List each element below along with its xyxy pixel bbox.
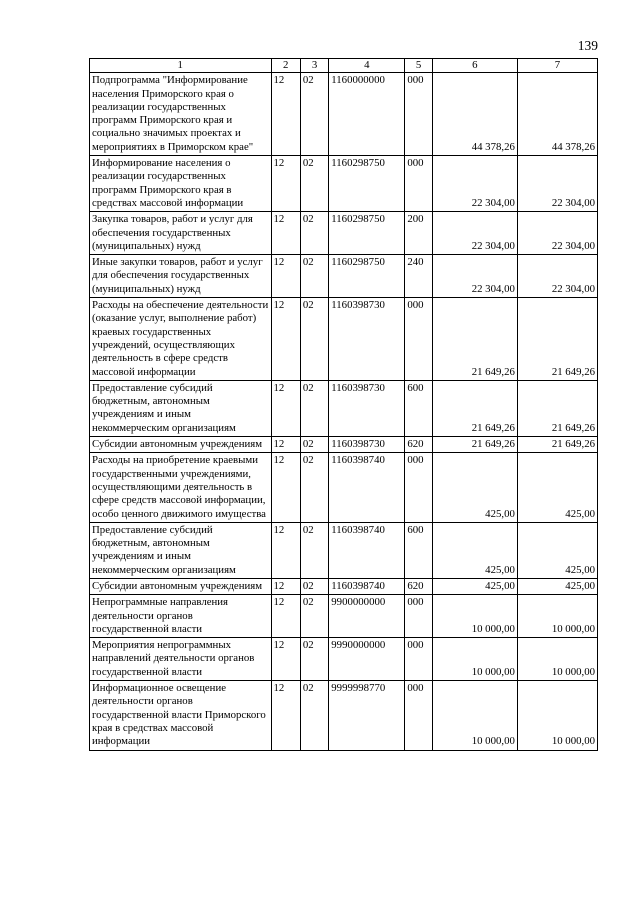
target-article-cell: 1160398740 xyxy=(329,453,405,522)
row-name-cell: Субсидии автономным учреждениям xyxy=(90,437,272,453)
target-article-cell: 9990000000 xyxy=(329,638,405,681)
amount-col7-cell: 22 304,00 xyxy=(517,156,597,212)
row-name-cell: Мероприятия непрограммных направлений деятельности органов государственной власти xyxy=(90,638,272,681)
amount-col6-cell: 10 000,00 xyxy=(432,681,517,750)
amount-col6-cell: 425,00 xyxy=(432,578,517,594)
amount-col6-cell: 21 649,26 xyxy=(432,437,517,453)
amount-col7-cell: 10 000,00 xyxy=(517,638,597,681)
target-article-cell: 1160298750 xyxy=(329,156,405,212)
table-row xyxy=(90,595,598,638)
header-col-3: 3 xyxy=(300,59,328,73)
row-name-cell: Информирование населения о реализации государственных программ Приморского края в средствах массовой информации xyxy=(90,156,272,212)
row-name-cell: Иные закупки товаров, работ и услуг для обеспечения государственных (муниципальных) нужд xyxy=(90,255,272,298)
table-row xyxy=(90,681,598,750)
subsection-code-cell: 02 xyxy=(300,212,328,255)
amount-col7-cell: 22 304,00 xyxy=(517,255,597,298)
amount-col7-cell: 425,00 xyxy=(517,522,597,578)
section-code-cell: 12 xyxy=(271,255,300,298)
section-code-cell: 12 xyxy=(271,73,300,156)
subsection-code-cell: 02 xyxy=(300,522,328,578)
table-row xyxy=(90,638,598,681)
amount-col6-cell: 21 649,26 xyxy=(432,298,517,381)
expense-type-cell: 000 xyxy=(405,298,432,381)
expense-type-cell: 000 xyxy=(405,638,432,681)
amount-col6-cell: 22 304,00 xyxy=(432,255,517,298)
amount-col7-cell: 425,00 xyxy=(517,453,597,522)
row-name-cell: Непрограммные направления деятельности органов государственной власти xyxy=(90,595,272,638)
section-code-cell: 12 xyxy=(271,437,300,453)
subsection-code-cell: 02 xyxy=(300,453,328,522)
row-name-cell: Расходы на приобретение краевыми государственными учреждениями, осуществляющими деятельность в сфере средств массовой информации, особо ценного движимого имущества xyxy=(90,453,272,522)
table-row xyxy=(90,578,598,594)
row-name-cell: Предоставление субсидий бюджетным, автономным учреждениям и иным некоммерческим организациям xyxy=(90,380,272,436)
amount-col6-cell: 22 304,00 xyxy=(432,156,517,212)
section-code-cell: 12 xyxy=(271,595,300,638)
header-col-7: 7 xyxy=(517,59,597,73)
header-col-5: 5 xyxy=(405,59,432,73)
amount-col7-cell: 425,00 xyxy=(517,578,597,594)
section-code-cell: 12 xyxy=(271,156,300,212)
amount-col7-cell: 21 649,26 xyxy=(517,380,597,436)
subsection-code-cell: 02 xyxy=(300,638,328,681)
amount-col6-cell: 425,00 xyxy=(432,453,517,522)
subsection-code-cell: 02 xyxy=(300,578,328,594)
section-code-cell: 12 xyxy=(271,681,300,750)
expense-type-cell: 600 xyxy=(405,380,432,436)
table-row xyxy=(90,156,598,212)
table-row xyxy=(90,437,598,453)
row-name-cell: Расходы на обеспечение деятельности (оказание услуг, выполнение работ) краевых государственных учреждений, осуществляющих деятельность в сфере средств массовой информации xyxy=(90,298,272,381)
amount-col6-cell: 10 000,00 xyxy=(432,638,517,681)
section-code-cell: 12 xyxy=(271,298,300,381)
table-row xyxy=(90,298,598,381)
expense-type-cell: 000 xyxy=(405,595,432,638)
header-col-6: 6 xyxy=(432,59,517,73)
section-code-cell: 12 xyxy=(271,522,300,578)
target-article-cell: 1160298750 xyxy=(329,255,405,298)
expense-type-cell: 200 xyxy=(405,212,432,255)
subsection-code-cell: 02 xyxy=(300,156,328,212)
table-row xyxy=(90,453,598,522)
expense-type-cell: 620 xyxy=(405,437,432,453)
amount-col7-cell: 10 000,00 xyxy=(517,681,597,750)
amount-col7-cell: 22 304,00 xyxy=(517,212,597,255)
target-article-cell: 9999998770 xyxy=(329,681,405,750)
subsection-code-cell: 02 xyxy=(300,298,328,381)
subsection-code-cell: 02 xyxy=(300,380,328,436)
subsection-code-cell: 02 xyxy=(300,73,328,156)
target-article-cell: 1160398730 xyxy=(329,298,405,381)
amount-col6-cell: 425,00 xyxy=(432,522,517,578)
table-row xyxy=(90,73,598,156)
header-row xyxy=(90,59,598,73)
target-article-cell: 1160398730 xyxy=(329,380,405,436)
subsection-code-cell: 02 xyxy=(300,595,328,638)
amount-col7-cell: 21 649,26 xyxy=(517,437,597,453)
expense-type-cell: 600 xyxy=(405,522,432,578)
amount-col6-cell: 10 000,00 xyxy=(432,595,517,638)
row-name-cell: Информационное освещение деятельности органов государственной власти Приморского края в средствах массовой информации xyxy=(90,681,272,750)
amount-col7-cell: 21 649,26 xyxy=(517,298,597,381)
row-name-cell: Подпрограмма "Информирование населения Приморского края о реализации государственных программ Приморского края и социально значимых проектах и мероприятиях в Приморском крае" xyxy=(90,73,272,156)
section-code-cell: 12 xyxy=(271,638,300,681)
amount-col6-cell: 44 378,26 xyxy=(432,73,517,156)
target-article-cell: 1160398740 xyxy=(329,578,405,594)
amount-col7-cell: 44 378,26 xyxy=(517,73,597,156)
row-name-cell: Предоставление субсидий бюджетным, автономным учреждениям и иным некоммерческим организациям xyxy=(90,522,272,578)
subsection-code-cell: 02 xyxy=(300,437,328,453)
target-article-cell: 1160398730 xyxy=(329,437,405,453)
amount-col6-cell: 22 304,00 xyxy=(432,212,517,255)
target-article-cell: 9900000000 xyxy=(329,595,405,638)
table-body xyxy=(90,73,598,750)
row-name-cell: Субсидии автономным учреждениям xyxy=(90,578,272,594)
amount-col6-cell: 21 649,26 xyxy=(432,380,517,436)
target-article-cell: 1160298750 xyxy=(329,212,405,255)
target-article-cell: 1160398740 xyxy=(329,522,405,578)
page-number: 139 xyxy=(577,38,598,53)
table-row xyxy=(90,522,598,578)
table-row xyxy=(90,380,598,436)
amount-col7-cell: 10 000,00 xyxy=(517,595,597,638)
table-row xyxy=(90,255,598,298)
section-code-cell: 12 xyxy=(271,380,300,436)
expense-type-cell: 000 xyxy=(405,453,432,522)
subsection-code-cell: 02 xyxy=(300,255,328,298)
subsection-code-cell: 02 xyxy=(300,681,328,750)
table-row xyxy=(90,212,598,255)
expense-type-cell: 000 xyxy=(405,156,432,212)
header-col-2: 2 xyxy=(271,59,300,73)
target-article-cell: 1160000000 xyxy=(329,73,405,156)
header-col-1: 1 xyxy=(90,59,272,73)
section-code-cell: 12 xyxy=(271,212,300,255)
section-code-cell: 12 xyxy=(271,453,300,522)
expense-type-cell: 000 xyxy=(405,681,432,750)
budget-table xyxy=(89,58,598,751)
section-code-cell: 12 xyxy=(271,578,300,594)
expense-type-cell: 620 xyxy=(405,578,432,594)
expense-type-cell: 000 xyxy=(405,73,432,156)
header-col-4: 4 xyxy=(329,59,405,73)
row-name-cell: Закупка товаров, работ и услуг для обеспечения государственных (муниципальных) нужд xyxy=(90,212,272,255)
expense-type-cell: 240 xyxy=(405,255,432,298)
